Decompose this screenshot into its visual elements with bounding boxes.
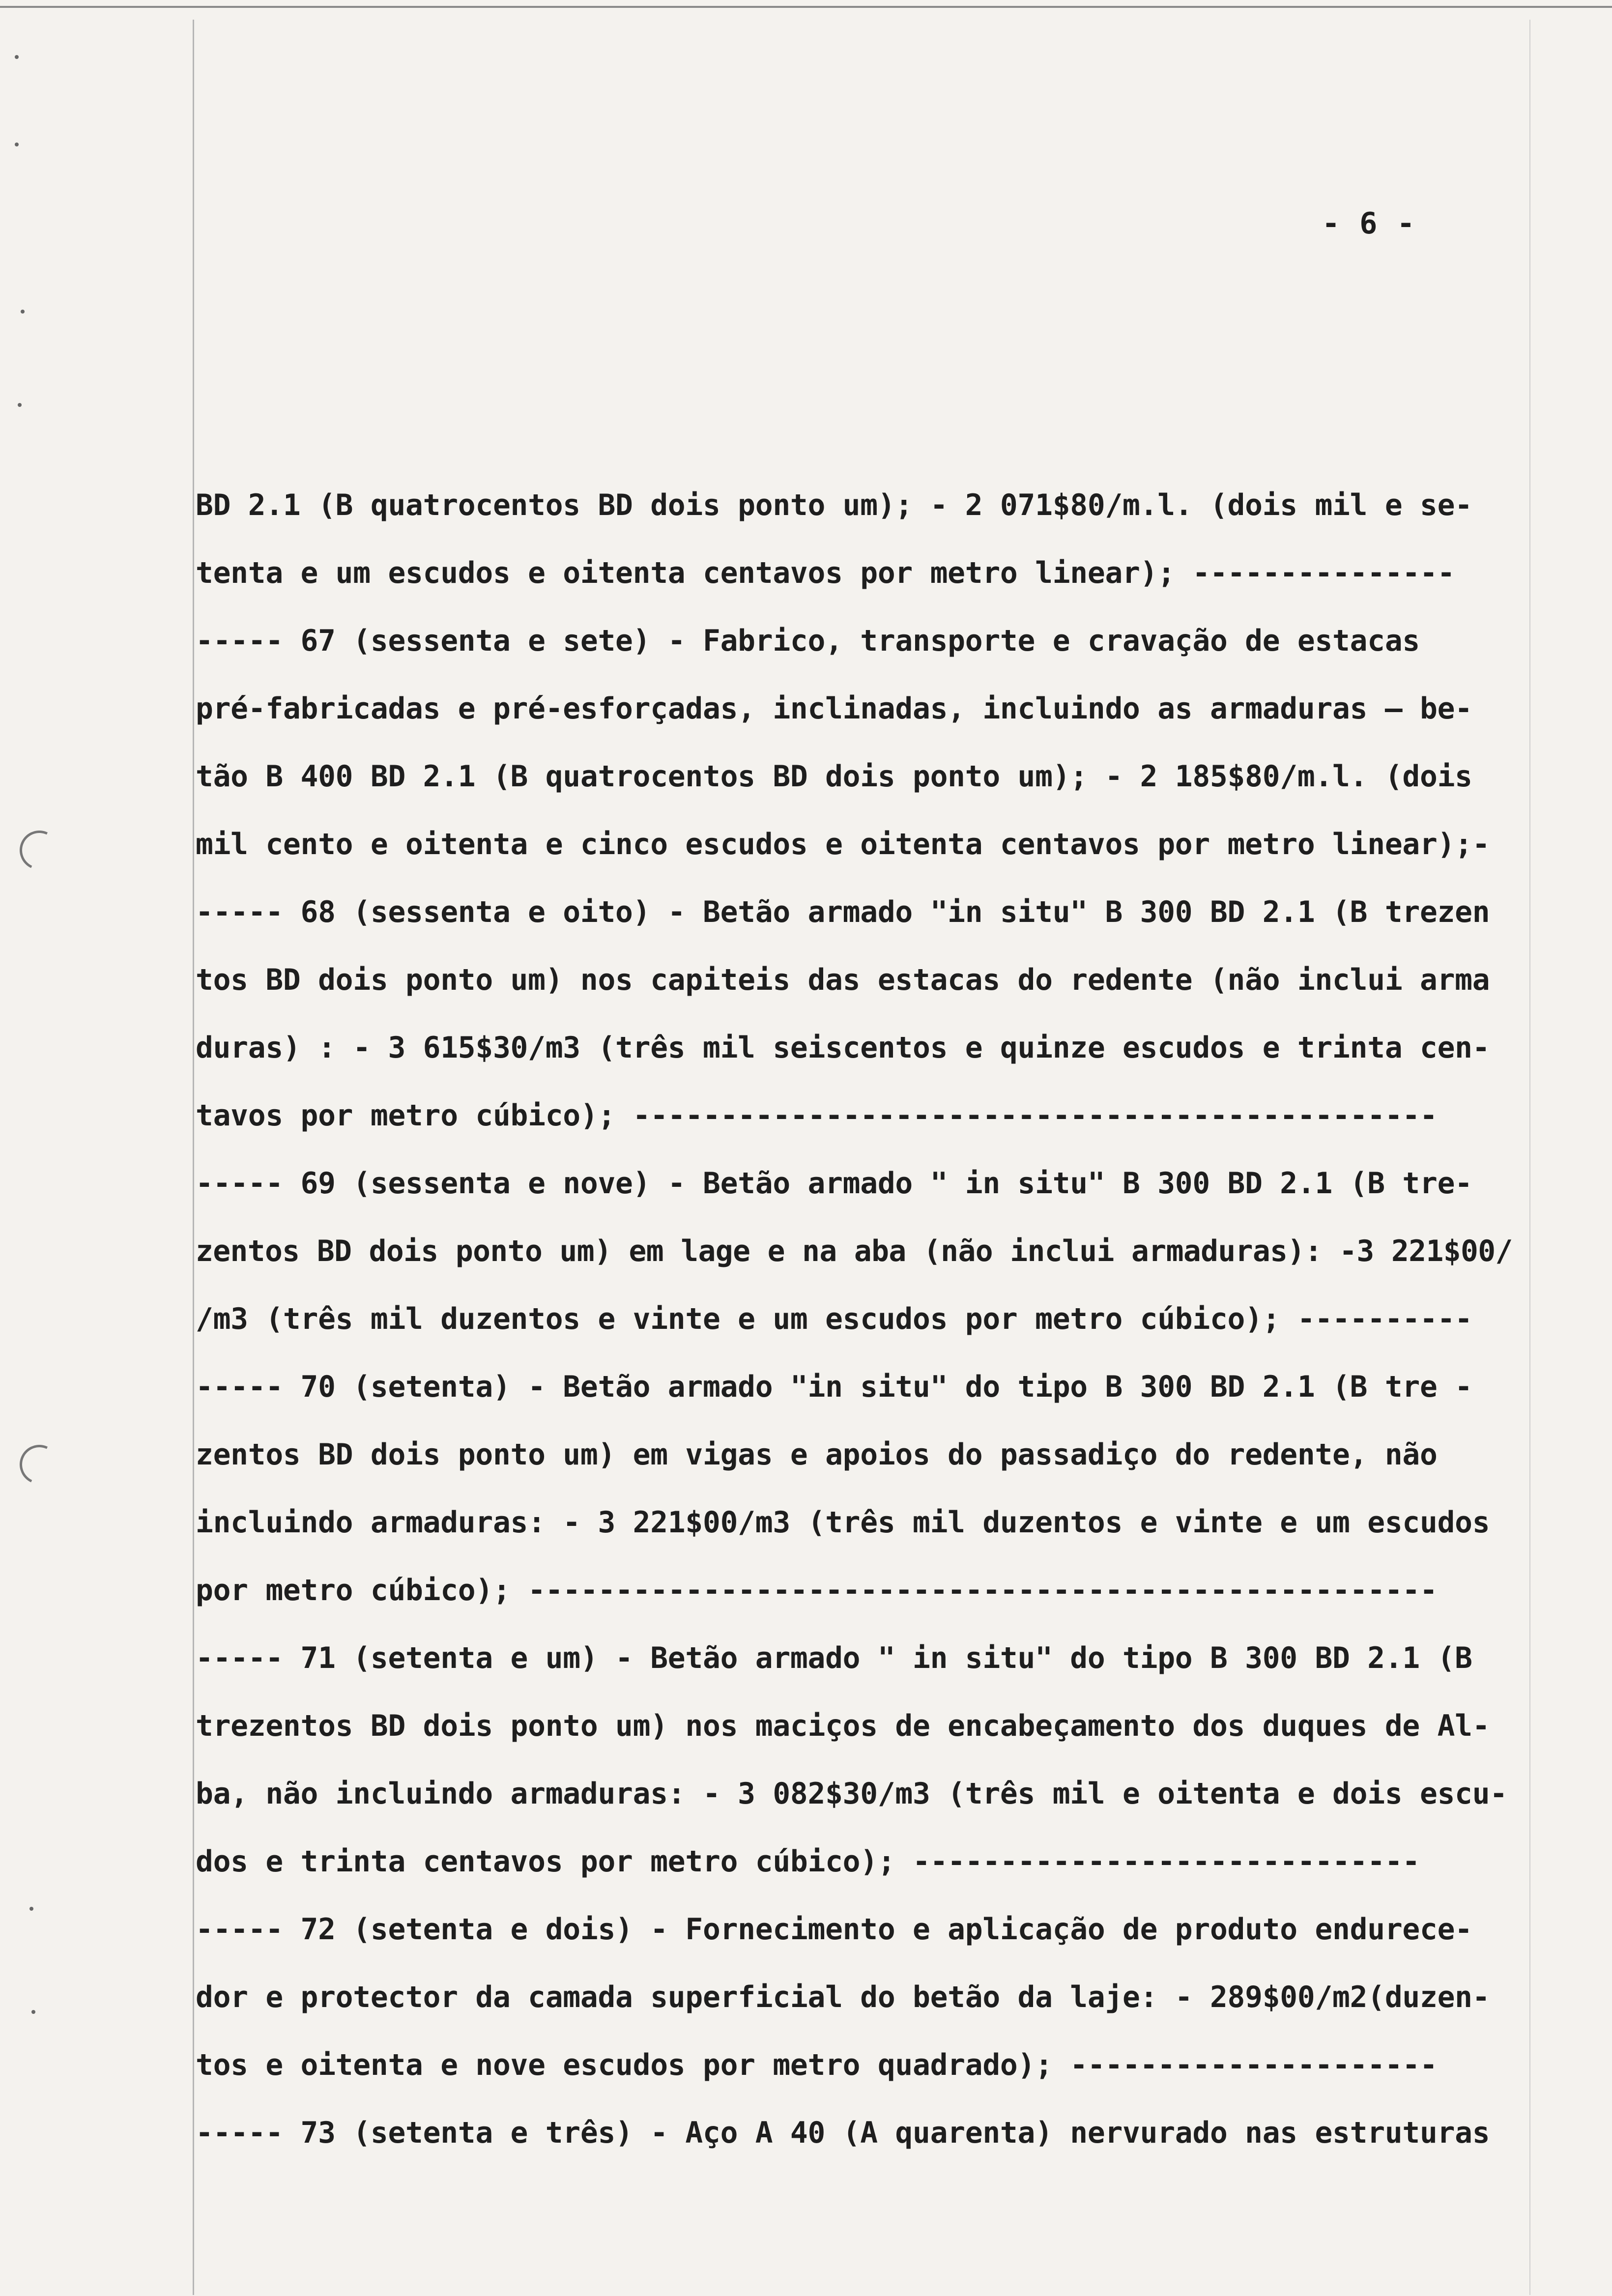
speck xyxy=(29,1907,33,1911)
text-line: ----- 67 (sessenta e sete) - Fabrico, transporte e cravação de estacas xyxy=(196,624,1420,658)
text-line: ----- 72 (setenta e dois) - Fornecimento e aplicação de produto endurece- xyxy=(196,1913,1472,1947)
speck xyxy=(18,403,22,407)
text-line: pré-fabricadas e pré-esforçadas, inclinadas, incluindo as armaduras — be- xyxy=(196,692,1472,726)
speck xyxy=(21,310,25,314)
text-line: ----- 68 (sessenta e oito) - Betão armado "in situ" B 300 BD 2.1 (B trezen xyxy=(196,895,1490,929)
punch-hole-mark xyxy=(14,825,65,876)
speck xyxy=(15,143,19,146)
text-line: tenta e um escudos e oitenta centavos por metro linear); --------------- xyxy=(196,556,1455,590)
text-line: dos e trinta centavos por metro cúbico); ----------------------------- xyxy=(196,1845,1420,1879)
speck xyxy=(31,2010,35,2014)
top-edge-rule xyxy=(0,6,1612,8)
text-line: duras) : - 3 615$30/m3 (três mil seiscentos e quinze escudos e trinta cen- xyxy=(196,1031,1490,1065)
text-line: mil cento e oitenta e cinco escudos e oitenta centavos por metro linear);- xyxy=(196,828,1490,861)
text-line: ba, não incluindo armaduras: - 3 082$30/m3 (três mil e oitenta e dois escu- xyxy=(196,1777,1507,1811)
page-number: - 6 - xyxy=(1322,206,1416,241)
document-body xyxy=(196,472,1532,2167)
text-line: /m3 (três mil duzentos e vinte e um escudos por metro cúbico); ---------- xyxy=(196,1302,1472,1336)
text-line: incluindo armaduras: - 3 221$00/m3 (três mil duzentos e vinte e um escudos xyxy=(196,1506,1490,1540)
text-line: ----- 71 (setenta e um) - Betão armado " in situ" do tipo B 300 BD 2.1 (B xyxy=(196,1641,1472,1675)
text-line: ----- 70 (setenta) - Betão armado "in situ" do tipo B 300 BD 2.1 (B tre - xyxy=(196,1370,1472,1404)
text-line: tos e oitenta e nove escudos por metro quadrado); --------------------- xyxy=(196,2048,1438,2082)
left-margin-line xyxy=(193,20,194,2295)
text-line: ----- 69 (sessenta e nove) - Betão armado " in situ" B 300 BD 2.1 (B tre- xyxy=(196,1167,1472,1201)
text-line: trezentos BD dois ponto um) nos maciços de encabeçamento dos duques de Al- xyxy=(196,1709,1490,1743)
text-line: tavos por metro cúbico); ---------------------------------------------- xyxy=(196,1099,1438,1133)
text-line: ----- 73 (setenta e três) - Aço A 40 (A quarenta) nervurado nas estruturas xyxy=(196,2116,1490,2150)
text-line: BD 2.1 (B quatrocentos BD dois ponto um); - 2 071$80/m.l. (dois mil e se- xyxy=(196,488,1472,522)
punch-hole-mark xyxy=(14,1439,65,1490)
text-line: dor e protector da camada superficial do betão da laje: - 289$00/m2(duzen- xyxy=(196,1980,1490,2014)
text-line: tos BD dois ponto um) nos capiteis das estacas do redente (não inclui arma xyxy=(196,963,1490,997)
speck xyxy=(15,55,19,59)
text-line: tão B 400 BD 2.1 (B quatrocentos BD dois ponto um); - 2 185$80/m.l. (dois xyxy=(196,760,1472,794)
text-line: por metro cúbico); ---------------------------------------------------- xyxy=(196,1574,1438,1607)
text-line: zentos BD dois ponto um) em lage e na aba (não inclui armaduras): -3 221$00/ xyxy=(196,1234,1513,1268)
text-line: zentos BD dois ponto um) em vigas e apoios do passadiço do redente, não xyxy=(196,1438,1438,1472)
